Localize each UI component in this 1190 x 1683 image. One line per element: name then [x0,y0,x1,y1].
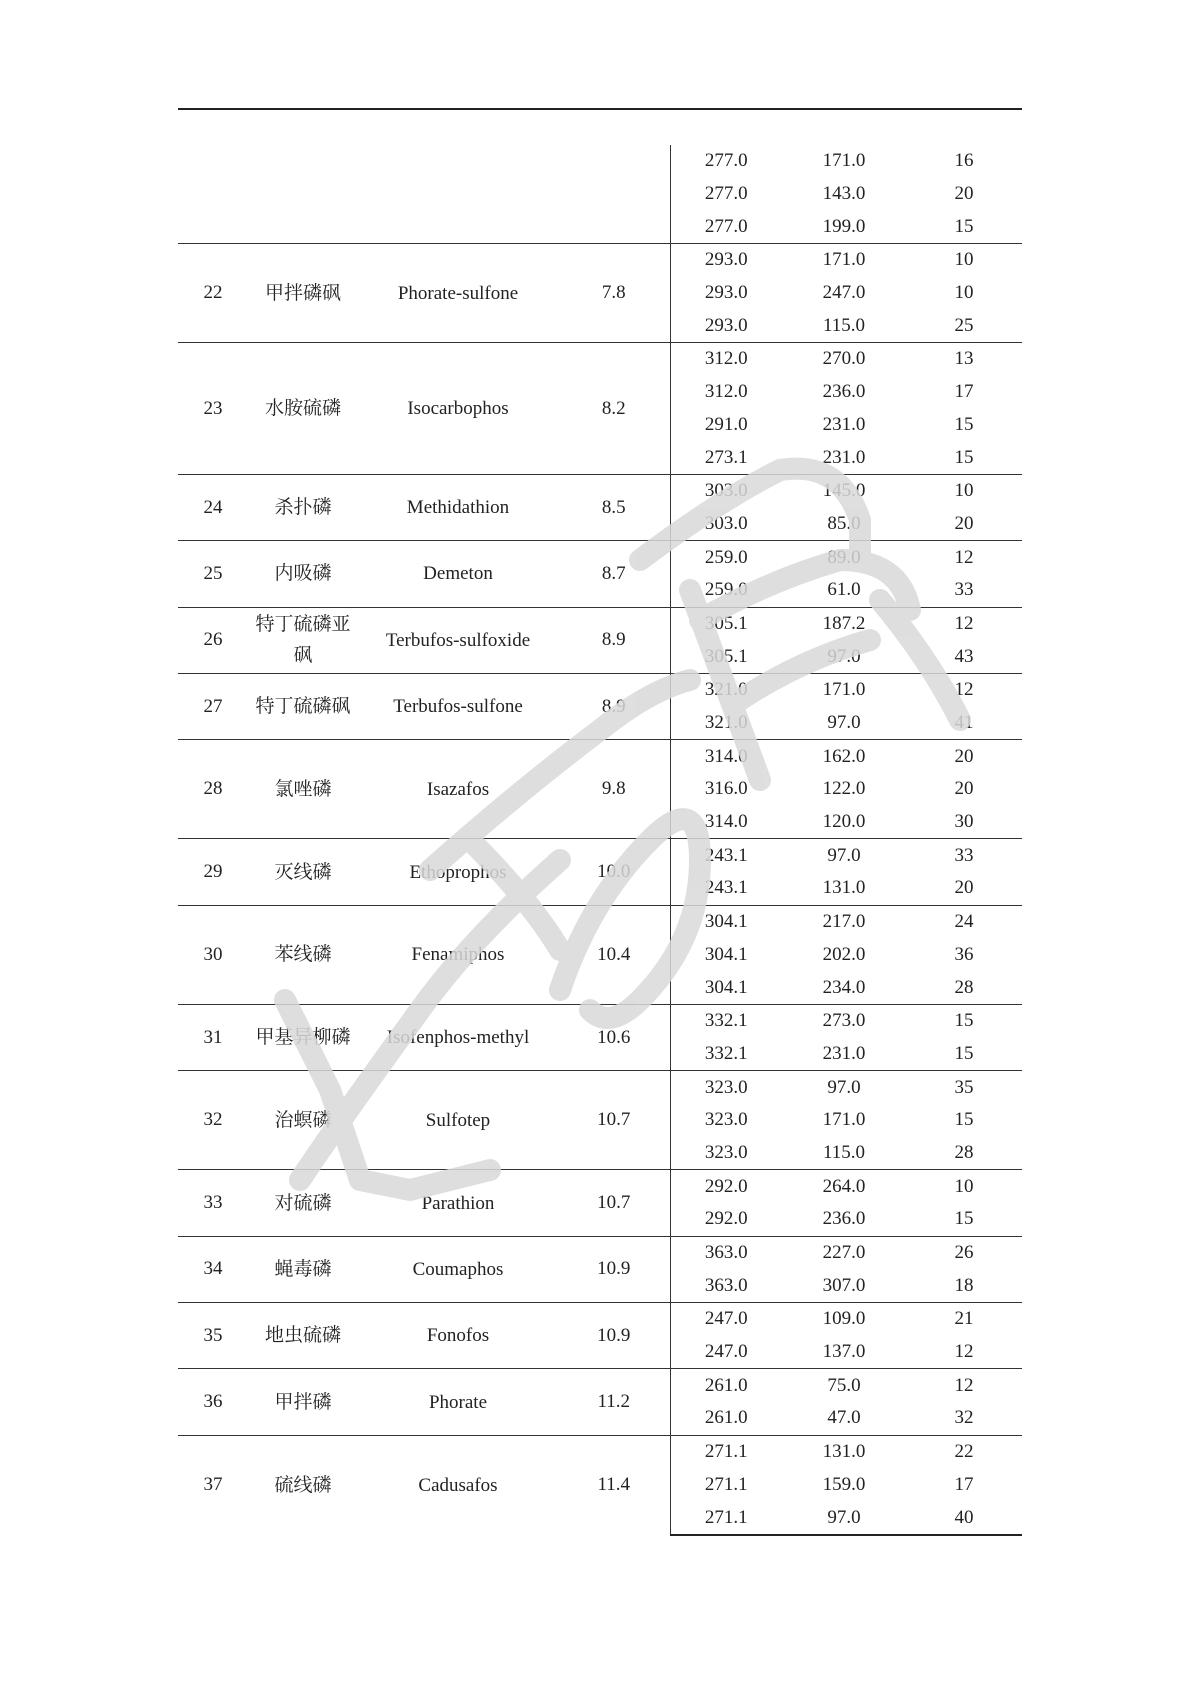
cell-number: 35 [178,1303,248,1369]
cell-chinese-name: 甲拌磷砜 [248,244,358,343]
cell-chinese-name: 蝇毒磷 [248,1236,358,1302]
pesticide-mrm-table [178,145,1022,1536]
cell-number: 29 [178,839,248,905]
cell-collision-energy: 15 [954,1109,974,1131]
table-row [178,740,1022,773]
table-row [178,839,1022,872]
cell-parent-ion: 293.0 [670,244,782,277]
cell-product-ion: 115.0 [822,314,866,336]
cell-parent-ion: 314.0 [670,740,782,773]
cell-parent-ion: 321.0 [670,707,782,740]
cell-parent-ion: 247.0 [670,1336,782,1369]
cell-english-name: Phorate [358,1369,558,1435]
cell-collision-energy: 18 [954,1274,974,1296]
cell-english-name: Fonofos [358,1303,558,1369]
cell-retention-time: 8.9 [558,674,670,740]
cell-product-ion: 97.0 [782,1071,906,1104]
cell-retention-time: 8.9 [558,607,670,673]
cell-chinese-name: 苯线磷 [248,905,358,1004]
cell-collision-energy: 10 [906,1170,1022,1203]
cell-chinese-name: 地虫硫磷 [248,1303,358,1369]
cell-parent-ion: 303.0 [670,474,782,507]
cell-parent-ion: 259.0 [670,541,782,574]
cell-product-ion: 171.0 [822,150,866,172]
cell-parent-ion: 261.0 [670,1402,782,1435]
cell-retention-time: 10.7 [558,1071,670,1170]
cell-retention-time [558,145,670,244]
cell-parent-ion: 312.0 [670,343,782,376]
cell-product-ion: 85.0 [827,512,861,534]
cell-product-ion: 231.0 [822,446,866,468]
table-row [178,1170,1022,1203]
cell-collision-energy: 32 [954,1407,974,1429]
cell-collision-energy: 12 [906,1369,1022,1402]
cell-retention-time: 8.2 [558,343,670,475]
cell-parent-ion: 271.1 [670,1435,782,1468]
cell-number: 26 [178,607,248,673]
cell-collision-energy: 15 [954,1208,974,1230]
cell-product-ion: 109.0 [782,1303,906,1336]
cell-collision-energy: 28 [954,1141,974,1163]
cell-product-ion: 97.0 [827,712,861,734]
cell-english-name: Sulfotep [358,1071,558,1170]
cell-product-ion: 97.0 [782,1501,906,1535]
cell-chinese-name [248,145,358,244]
cell-english-name: Fenamiphos [358,905,558,1004]
cell-parent-ion: 247.0 [670,1303,782,1336]
cell-product-ion: 247.0 [822,282,866,304]
cell-product-ion: 120.0 [822,811,866,833]
cell-collision-energy: 12 [954,1341,974,1363]
cell-collision-energy: 30 [954,811,974,833]
cell-product-ion: 264.0 [782,1170,906,1203]
cell-product-ion: 199.0 [822,215,866,237]
cell-collision-energy: 20 [954,183,974,205]
cell-number: 23 [178,343,248,475]
cell-collision-energy: 20 [906,740,1022,773]
cell-product-ion: 97.0 [827,645,861,667]
table-top-rule [178,108,1022,110]
cell-number: 24 [178,474,248,540]
cell-number: 30 [178,905,248,1004]
cell-retention-time: 8.7 [558,541,670,607]
cell-parent-ion: 363.0 [670,1236,782,1269]
cell-english-name: Coumaphos [358,1236,558,1302]
cell-product-ion: 171.0 [822,1109,866,1131]
cell-number: 37 [178,1435,248,1535]
cell-collision-energy: 16 [954,150,974,172]
table-row [178,1071,1022,1104]
cell-english-name: Methidathion [358,474,558,540]
cell-number: 25 [178,541,248,607]
cell-retention-time: 10.6 [558,1004,670,1070]
cell-product-ion: 217.0 [782,905,906,938]
cell-collision-energy: 12 [906,541,1022,574]
cell-collision-energy: 12 [906,674,1022,707]
cell-english-name: Demeton [358,541,558,607]
cell-number: 27 [178,674,248,740]
cell-number: 31 [178,1004,248,1070]
cell-parent-ion: 304.1 [670,971,782,1004]
cell-product-ion: 236.0 [822,381,866,403]
cell-collision-energy: 10 [906,474,1022,507]
cell-product-ion: 171.0 [782,244,906,277]
cell-collision-energy: 24 [906,905,1022,938]
cell-chinese-name: 灭线磷 [248,839,358,905]
cell-product-ion: 270.0 [782,343,906,376]
cell-product-ion: 131.0 [782,1435,906,1468]
cell-parent-ion: 291.0 [670,409,782,442]
cell-collision-energy: 15 [906,1004,1022,1037]
cell-collision-energy: 15 [954,446,974,468]
cell-parent-ion: 312.0 [670,376,782,409]
cell-retention-time: 8.5 [558,474,670,540]
cell-english-name: Parathion [358,1170,558,1236]
cell-product-ion: 97.0 [782,839,906,872]
cell-collision-energy: 20 [954,877,974,899]
cell-collision-energy: 41 [954,712,974,734]
cell-product-ion: 61.0 [827,579,861,601]
cell-chinese-name: 特丁硫磷亚砜 [248,607,358,673]
cell-product-ion: 187.2 [782,607,906,640]
cell-parent-ion: 304.1 [670,939,782,972]
cell-chinese-name: 治螟磷 [248,1071,358,1170]
cell-parent-ion: 323.0 [670,1071,782,1104]
cell-collision-energy: 35 [906,1071,1022,1104]
cell-parent-ion: 259.0 [670,574,782,607]
cell-chinese-name: 特丁硫磷砜 [248,674,358,740]
cell-number: 22 [178,244,248,343]
cell-number: 36 [178,1369,248,1435]
cell-product-ion: 115.0 [822,1141,866,1163]
cell-english-name: Isofenphos-methyl [358,1004,558,1070]
cell-retention-time: 11.2 [558,1369,670,1435]
cell-parent-ion: 277.0 [670,210,782,243]
cell-product-ion: 122.0 [822,778,866,800]
cell-retention-time: 9.8 [558,740,670,839]
cell-parent-ion: 304.1 [670,905,782,938]
cell-parent-ion: 321.0 [670,674,782,707]
cell-product-ion: 227.0 [782,1236,906,1269]
cell-collision-energy: 40 [906,1501,1022,1535]
cell-number: 28 [178,740,248,839]
cell-parent-ion: 261.0 [670,1369,782,1402]
cell-parent-ion: 293.0 [670,277,782,310]
cell-product-ion: 75.0 [782,1369,906,1402]
cell-parent-ion: 271.1 [670,1469,782,1502]
cell-collision-energy: 25 [954,314,974,336]
table-row [178,145,1022,178]
cell-chinese-name: 内吸磷 [248,541,358,607]
cell-english-name: Terbufos-sulfone [358,674,558,740]
cell-collision-energy: 21 [906,1303,1022,1336]
cell-product-ion: 273.0 [782,1004,906,1037]
cell-retention-time: 10.7 [558,1170,670,1236]
cell-collision-energy: 10 [906,244,1022,277]
cell-chinese-name: 氯唑磷 [248,740,358,839]
cell-number: 32 [178,1071,248,1170]
cell-product-ion: 231.0 [822,413,866,435]
cell-parent-ion: 277.0 [670,145,782,178]
cell-collision-energy: 33 [906,839,1022,872]
cell-chinese-name: 对硫磷 [248,1170,358,1236]
cell-chinese-name: 硫线磷 [248,1435,358,1535]
table-row [178,343,1022,376]
cell-collision-energy: 12 [906,607,1022,640]
table-row [178,541,1022,574]
cell-product-ion: 47.0 [827,1407,861,1429]
cell-parent-ion: 271.1 [670,1501,782,1535]
cell-english-name: Ethoprophos [358,839,558,905]
cell-product-ion: 162.0 [782,740,906,773]
cell-number: 34 [178,1236,248,1302]
cell-product-ion: 89.0 [782,541,906,574]
cell-english-name: Phorate-sulfone [358,244,558,343]
cell-collision-energy: 26 [906,1236,1022,1269]
cell-collision-energy: 28 [954,976,974,998]
cell-collision-energy: 17 [954,381,974,403]
cell-number [178,145,248,244]
cell-parent-ion: 293.0 [670,309,782,342]
cell-parent-ion: 305.1 [670,640,782,673]
cell-number: 33 [178,1170,248,1236]
cell-parent-ion: 277.0 [670,178,782,211]
table-row [178,474,1022,507]
cell-parent-ion: 305.1 [670,607,782,640]
cell-collision-energy: 20 [954,778,974,800]
cell-chinese-name: 杀扑磷 [248,474,358,540]
cell-parent-ion: 323.0 [670,1137,782,1170]
cell-parent-ion: 332.1 [670,1038,782,1071]
cell-collision-energy: 15 [954,1042,974,1064]
table-row [178,607,1022,640]
cell-parent-ion: 332.1 [670,1004,782,1037]
cell-product-ion: 171.0 [782,674,906,707]
table-row [178,1236,1022,1269]
cell-chinese-name: 甲基异柳磷 [248,1004,358,1070]
cell-product-ion: 307.0 [822,1274,866,1296]
cell-english-name: Isazafos [358,740,558,839]
cell-product-ion: 231.0 [822,1042,866,1064]
cell-collision-energy: 13 [906,343,1022,376]
cell-collision-energy: 33 [954,579,974,601]
cell-parent-ion: 363.0 [670,1269,782,1302]
cell-retention-time: 10.9 [558,1303,670,1369]
table-row [178,1435,1022,1468]
cell-retention-time: 10.4 [558,905,670,1004]
cell-english-name: Isocarbophos [358,343,558,475]
cell-parent-ion: 273.1 [670,441,782,474]
cell-parent-ion: 316.0 [670,773,782,806]
cell-collision-energy: 36 [954,943,974,965]
cell-product-ion: 131.0 [822,877,866,899]
cell-parent-ion: 243.1 [670,872,782,905]
cell-collision-energy: 20 [954,512,974,534]
cell-collision-energy: 15 [954,413,974,435]
cell-parent-ion: 292.0 [670,1170,782,1203]
cell-parent-ion: 243.1 [670,839,782,872]
cell-product-ion: 137.0 [822,1341,866,1363]
cell-parent-ion: 314.0 [670,806,782,839]
cell-collision-energy: 22 [906,1435,1022,1468]
table-row [178,1004,1022,1037]
cell-retention-time: 11.4 [558,1435,670,1535]
cell-product-ion: 159.0 [822,1473,866,1495]
cell-collision-energy: 15 [954,215,974,237]
cell-product-ion: 236.0 [822,1208,866,1230]
cell-parent-ion: 303.0 [670,508,782,541]
table-row [178,1369,1022,1402]
cell-english-name: Cadusafos [358,1435,558,1535]
cell-parent-ion: 292.0 [670,1203,782,1236]
cell-collision-energy: 17 [954,1473,974,1495]
cell-chinese-name: 甲拌磷 [248,1369,358,1435]
cell-english-name [358,145,558,244]
cell-parent-ion: 323.0 [670,1104,782,1137]
table-row [178,244,1022,277]
cell-product-ion: 202.0 [822,943,866,965]
table-row [178,905,1022,938]
cell-product-ion: 143.0 [822,183,866,205]
cell-english-name: Terbufos-sulfoxide [358,607,558,673]
cell-chinese-name: 水胺硫磷 [248,343,358,475]
cell-retention-time: 10.9 [558,1236,670,1302]
cell-retention-time: 10.0 [558,839,670,905]
cell-product-ion: 234.0 [822,976,866,998]
table-row [178,674,1022,707]
cell-product-ion: 145.0 [782,474,906,507]
cell-collision-energy: 43 [954,645,974,667]
cell-retention-time: 7.8 [558,244,670,343]
table-row [178,1303,1022,1336]
cell-collision-energy: 10 [954,282,974,304]
